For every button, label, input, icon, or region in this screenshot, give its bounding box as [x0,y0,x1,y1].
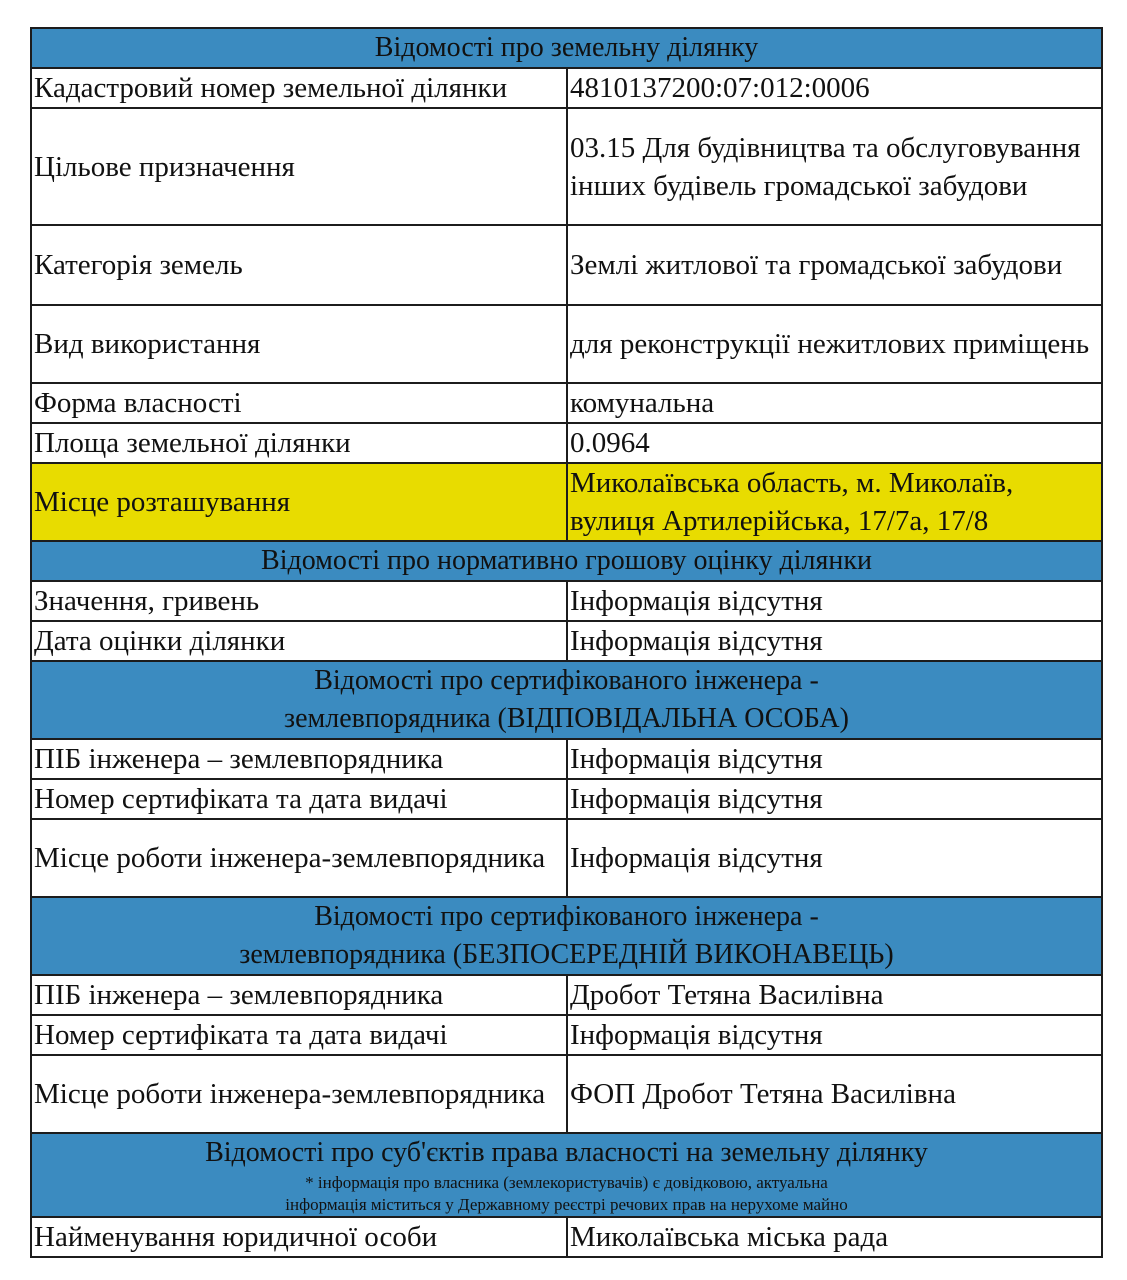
table-row [31,423,1102,463]
section-title [31,661,1102,739]
row-label: Дата оцінки ділянки [31,621,567,661]
row-label: Місце роботи інженера-землевпорядника [31,1055,567,1133]
table-row [31,975,1102,1015]
table-row-location [31,463,1102,541]
table-row [31,305,1102,383]
table-row [31,225,1102,305]
row-label: Значення, гривень [31,581,567,621]
row-value: 4810137200:07:012:0006 [567,68,1102,108]
row-value: Миколаївська міська рада [567,1217,1102,1257]
section-title: Відомості про земельну ділянку [31,28,1102,68]
table-row [31,739,1102,779]
row-value: ФОП Дробот Тетяна Василівна [567,1055,1102,1133]
row-label: Цільове призначення [31,108,567,225]
table-row [31,108,1102,225]
table-row [31,779,1102,819]
row-value: Інформація відсутня [567,779,1102,819]
row-label: Кадастровий номер земельної ділянки [31,68,567,108]
row-value: Дробот Тетяна Василівна [567,975,1102,1015]
section-header-engineer-responsible [31,661,1102,739]
table-row [31,621,1102,661]
row-value: Землі житлової та громадської забудови [567,225,1102,305]
row-label: Форма власності [31,383,567,423]
table-row [31,68,1102,108]
row-value: 03.15 Для будівництва та обслуговування інших будівель громадської забудови [567,108,1102,225]
section-title-line: Відомості про сертифікованого інженера - [314,665,819,696]
section-title: Відомості про нормативно грошову оцінку ділянки [31,541,1102,581]
row-label: Найменування юридичної особи [31,1217,567,1257]
ownership-note-line: інформація міститься у Державному реєстрі речових прав на нерухоме майно [285,1195,848,1214]
row-label: Категорія земель [31,225,567,305]
table-row [31,581,1102,621]
row-label: Номер сертифіката та дата видачі [31,779,567,819]
row-value: Інформація відсутня [567,819,1102,897]
section-header-land-plot [31,28,1102,68]
table-row [31,383,1102,423]
table-row [31,1055,1102,1133]
ownership-note-line: * інформація про власника (землекористувачів) є довідковою, актуальна [305,1173,828,1192]
section-header-engineer-executor [31,897,1102,975]
row-value: Інформація відсутня [567,1015,1102,1055]
row-label: Номер сертифіката та дата видачі [31,1015,567,1055]
row-value: 0.0964 [567,423,1102,463]
row-value: Інформація відсутня [567,739,1102,779]
section-title-line: Відомості про сертифікованого інженера - [314,901,819,932]
row-label: Місце роботи інженера-землевпорядника [31,819,567,897]
section-title-text: Відомості про суб'єктів права власності на земельну ділянку [205,1137,928,1168]
row-label: ПІБ інженера – землевпорядника [31,975,567,1015]
row-value: комунальна [567,383,1102,423]
row-value: Інформація відсутня [567,621,1102,661]
section-title [31,897,1102,975]
table-row [31,1217,1102,1257]
table-row [31,819,1102,897]
section-header-ownership [31,1133,1102,1217]
row-label: Площа земельної ділянки [31,423,567,463]
table-row [31,1015,1102,1055]
row-value: Інформація відсутня [567,581,1102,621]
section-header-valuation [31,541,1102,581]
row-label: ПІБ інженера – землевпорядника [31,739,567,779]
row-value: для реконструкції нежитлових приміщень [567,305,1102,383]
section-title-line: землевпорядника (БЕЗПОСЕРЕДНІЙ ВИКОНАВЕЦЬ) [239,939,894,970]
row-value: Миколаївська область, м. Миколаїв, вулиця Артилерійська, 17/7а, 17/8 [567,463,1102,541]
land-plot-info-table [30,27,1103,1258]
section-title [31,1133,1102,1217]
row-label: Вид використання [31,305,567,383]
section-title-line: землевпорядника (ВІДПОВІДАЛЬНА ОСОБА) [284,703,849,734]
row-label: Місце розташування [31,463,567,541]
